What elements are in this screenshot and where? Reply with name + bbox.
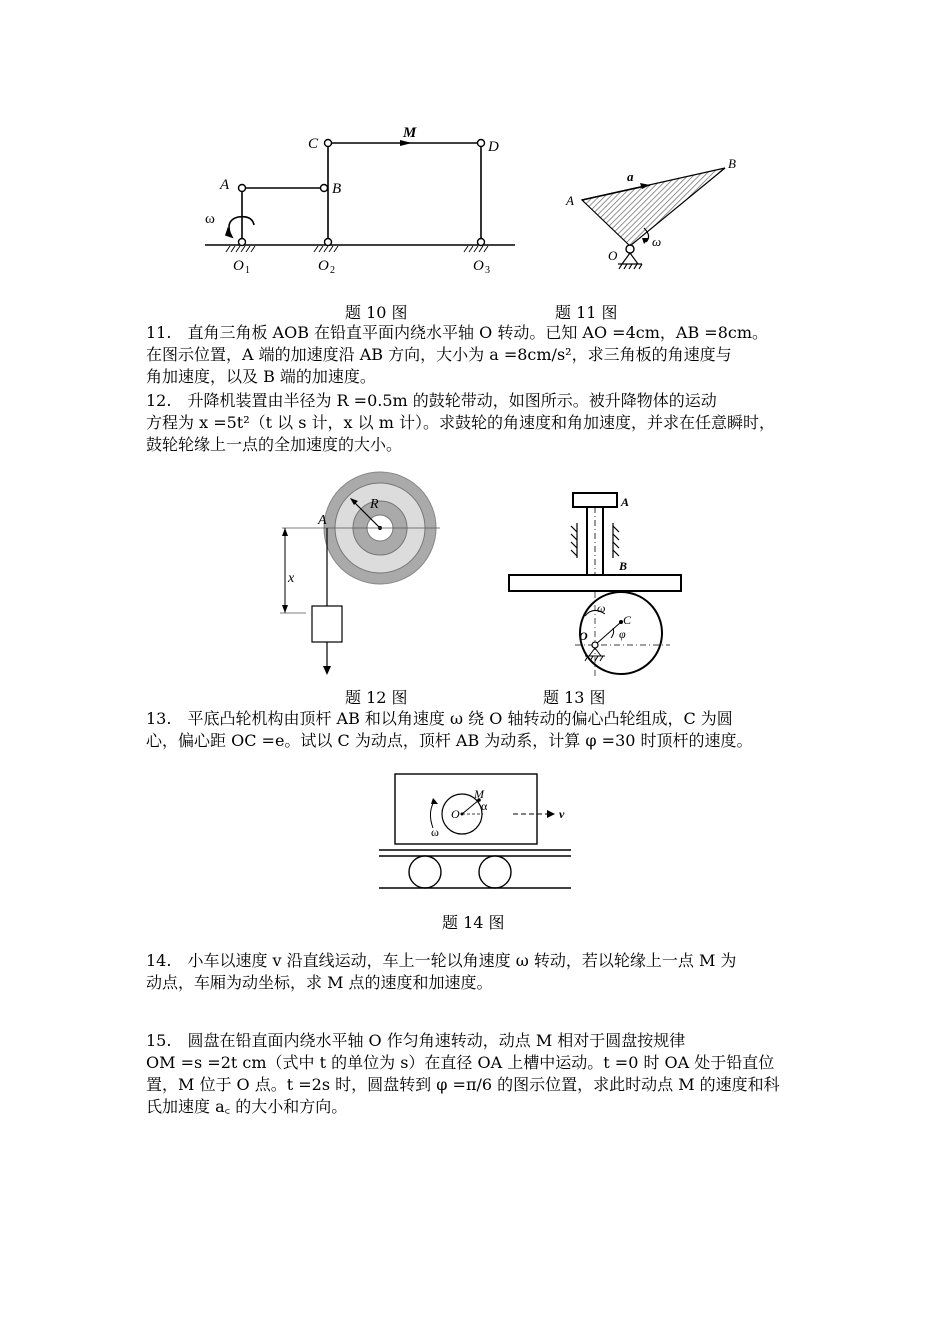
problem-15-line-4: 氏加速度 a꜀ 的大小和方向。 bbox=[146, 1097, 348, 1116]
fig13-label-phi: φ bbox=[619, 627, 626, 641]
fig10-label-o1: O bbox=[233, 258, 244, 274]
fig14-label-o: O bbox=[451, 807, 460, 821]
problem-12-line-1: 12. 升降机装置由半径为 R =0.5m 的鼓轮带动，如图所示。被升降物体的运动 bbox=[146, 391, 717, 410]
fig14-label-alpha: α bbox=[481, 799, 488, 813]
fig10-label-o3: O bbox=[473, 258, 484, 274]
problem-14-line-1: 14. 小车以速度 v 沿直线运动，车上一轮以角速度 ω 转动，若以轮缘上一点 M 为 bbox=[146, 951, 737, 970]
caption-fig12: 题 12 图 bbox=[345, 688, 408, 707]
fig13-label-a: A bbox=[621, 495, 630, 509]
caption-fig11: 题 11 图 bbox=[555, 303, 618, 322]
figure-12 bbox=[270, 470, 450, 680]
fig11-label-o: O bbox=[608, 248, 618, 263]
fig11-label-a-vector: a bbox=[627, 169, 634, 184]
fig10-label-d: D bbox=[488, 139, 499, 155]
problem-15-line-2: OM =s =2t cm（式中 t 的单位为 s）在直径 OA 上槽中运动。t =0 时 OA 处于铅直位 bbox=[146, 1053, 775, 1072]
fig13-label-omega: ω bbox=[597, 601, 606, 615]
problem-13-line-2: 心，偏心距 OC =e。试以 C 为动点，顶杆 AB 为动系，计算 φ =30 时顶杆的速度。 bbox=[146, 731, 753, 750]
fig10-label-o1-sub: 1 bbox=[245, 265, 250, 276]
fig13-label-c: C bbox=[623, 613, 632, 627]
fig12-label-x: x bbox=[288, 571, 295, 586]
fig11-label-omega: ω bbox=[652, 234, 662, 249]
problem-15-line-3: 置，M 位于 O 点。t =2s 时，圆盘转到 φ =π/6 的图示位置，求此时动点 M 的速度和科 bbox=[146, 1075, 780, 1094]
fig10-label-o3-sub: 3 bbox=[485, 265, 490, 276]
problem-12 bbox=[146, 390, 811, 456]
figure-10 bbox=[200, 125, 530, 285]
figure-14 bbox=[375, 770, 575, 900]
caption-fig14: 题 14 图 bbox=[442, 913, 505, 932]
fig10-label-a: A bbox=[220, 177, 230, 193]
fig10-label-c: C bbox=[308, 136, 319, 152]
problem-15 bbox=[146, 1030, 811, 1118]
caption-fig10: 题 10 图 bbox=[345, 303, 408, 322]
problem-14 bbox=[146, 950, 811, 994]
fig11-label-b: B bbox=[728, 156, 736, 171]
fig11-label-a: A bbox=[566, 193, 574, 208]
fig12-label-a: A bbox=[318, 513, 327, 528]
problem-12-line-2: 方程为 x =5t²（t 以 s 计，x 以 m 计）。求鼓轮的角速度和角加速度，并求在任意瞬时， bbox=[146, 413, 775, 432]
fig12-label-r: R bbox=[370, 497, 379, 512]
problem-11-line-2: 在图示位置，A 端的加速度沿 AB 方向，大小为 a =8cm/s²，求三角板的角速度与 bbox=[146, 345, 732, 364]
fig10-label-b: B bbox=[332, 181, 342, 197]
fig14-label-m: M bbox=[474, 787, 484, 801]
problem-11-line-3: 角加速度，以及 B 端的加速度。 bbox=[146, 367, 376, 386]
problem-11 bbox=[146, 322, 811, 388]
fig10-label-m: M bbox=[403, 125, 417, 141]
fig14-label-omega: ω bbox=[431, 825, 439, 839]
fig13-label-b: B bbox=[619, 559, 628, 573]
problem-14-line-2: 动点，车厢为动坐标，求 M 点的速度和加速度。 bbox=[146, 973, 493, 992]
caption-fig13: 题 13 图 bbox=[543, 688, 606, 707]
fig10-label-o2: O bbox=[318, 258, 329, 274]
problem-12-line-3: 鼓轮轮缘上一点的全加速度的大小。 bbox=[146, 435, 403, 454]
fig14-label-v: v bbox=[559, 807, 565, 821]
figure-11 bbox=[560, 150, 760, 280]
problem-11-line-1: 11. 直角三角板 AOB 在铅直平面内绕水平轴 O 转动。已知 AO =4cm，AB =8cm。 bbox=[146, 323, 769, 342]
problem-13 bbox=[146, 708, 811, 752]
figure-13 bbox=[505, 488, 685, 678]
fig10-label-o2-sub: 2 bbox=[330, 265, 335, 276]
fig10-label-omega: ω bbox=[205, 211, 215, 227]
problem-13-line-1: 13. 平底凸轮机构由顶杆 AB 和以角速度 ω 绕 O 轴转动的偏心凸轮组成，C 为圆 bbox=[146, 709, 733, 728]
fig13-label-o: O bbox=[579, 629, 588, 643]
problem-15-line-1: 15. 圆盘在铅直面内绕水平轴 O 作匀角速转动，动点 M 相对于圆盘按规律 bbox=[146, 1031, 686, 1050]
